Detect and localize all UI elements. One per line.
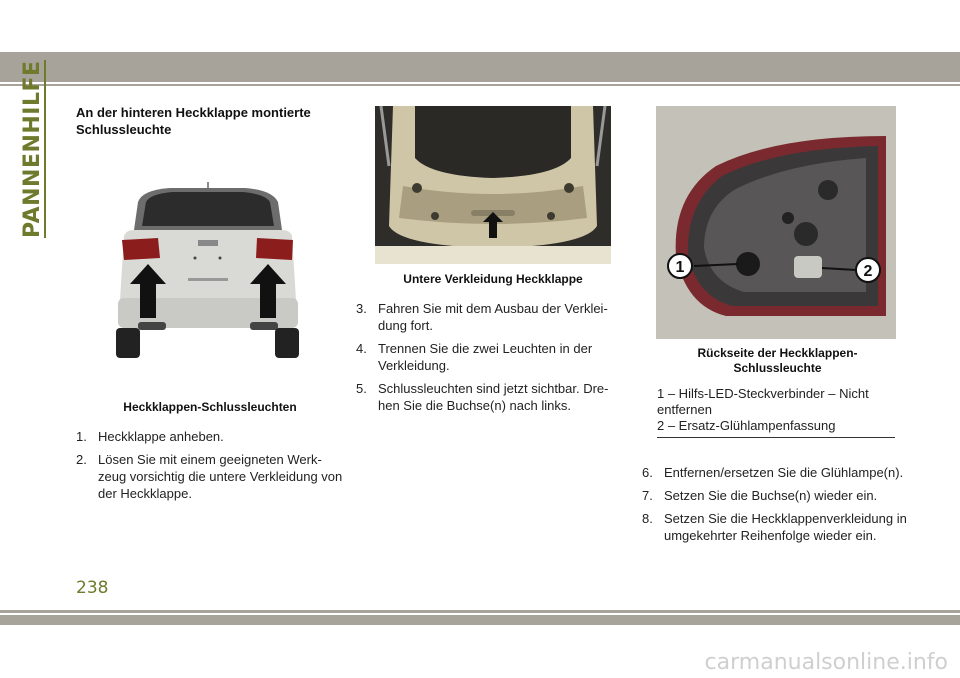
step-item bbox=[76, 451, 348, 502]
figure-vehicle-rear bbox=[110, 180, 305, 365]
step-text: Schlussleuchten sind jetzt sichtbar. Dre-hen Sie die Buchse(n) nach links. bbox=[378, 381, 609, 413]
step-item bbox=[642, 464, 912, 481]
legend-item: 2 – Ersatz-Glühlampenfassung bbox=[657, 418, 836, 433]
steps-column-middle bbox=[356, 300, 628, 420]
step-item bbox=[642, 487, 912, 504]
callout-1: 1 bbox=[675, 259, 685, 276]
callout-2: 2 bbox=[863, 263, 873, 280]
figure-3-caption: Rückseite der Heckklappen-Schlussleuchte bbox=[697, 346, 858, 375]
header-band bbox=[0, 52, 960, 82]
step-text: Fahren Sie mit dem Ausbau der Verklei-dung fort. bbox=[378, 301, 608, 333]
step-number: 1. bbox=[76, 429, 87, 444]
figure-tail-lamp-back bbox=[656, 106, 896, 339]
figure-liftgate-trim bbox=[375, 106, 611, 264]
step-number: 4. bbox=[356, 341, 367, 356]
step-text: Setzen Sie die Buchse(n) wieder ein. bbox=[664, 488, 878, 503]
footer-band bbox=[0, 615, 960, 625]
step-item bbox=[356, 300, 628, 334]
step-text: Setzen Sie die Heckklappenverkleidung in umgekehrter Reihenfolge wieder ein. bbox=[664, 511, 907, 543]
steps-column-left bbox=[76, 428, 348, 508]
footer-rule bbox=[0, 610, 960, 613]
figure-3-legend bbox=[657, 386, 895, 438]
header-rule bbox=[0, 84, 960, 86]
figure-1-caption: Heckklappen-Schlussleuchten bbox=[123, 400, 297, 414]
page-number: 238 bbox=[76, 578, 109, 598]
steps-column-right bbox=[642, 464, 912, 550]
side-tab-label: PANNENHILFE bbox=[20, 60, 45, 238]
step-text: Heckklappe anheben. bbox=[98, 429, 224, 444]
step-number: 5. bbox=[356, 381, 367, 396]
legend-item: 1 – Hilfs-LED-Steckverbinder – Nicht entfernen bbox=[657, 386, 869, 417]
step-text: Trennen Sie die zwei Leuchten in der Verkleidung. bbox=[378, 341, 593, 373]
step-number: 2. bbox=[76, 452, 87, 467]
step-item bbox=[356, 340, 628, 374]
step-text: Lösen Sie mit einem geeigneten Werk-zeug vorsichtig die untere Verkleidung von der Heckklappe. bbox=[98, 452, 343, 501]
step-number: 8. bbox=[642, 511, 653, 526]
step-item bbox=[356, 380, 628, 414]
watermark: carmanualsonline.info bbox=[704, 650, 948, 675]
step-number: 6. bbox=[642, 465, 653, 480]
step-number: 7. bbox=[642, 488, 653, 503]
step-item bbox=[642, 510, 912, 544]
step-text: Entfernen/ersetzen Sie die Glühlampe(n). bbox=[664, 465, 904, 480]
section-title: An der hinteren Heckklappe montierte Schlussleuchte bbox=[76, 105, 311, 137]
figure-2-caption: Untere Verkleidung Heckklappe bbox=[403, 272, 583, 286]
step-number: 3. bbox=[356, 301, 367, 316]
step-item bbox=[76, 428, 348, 445]
